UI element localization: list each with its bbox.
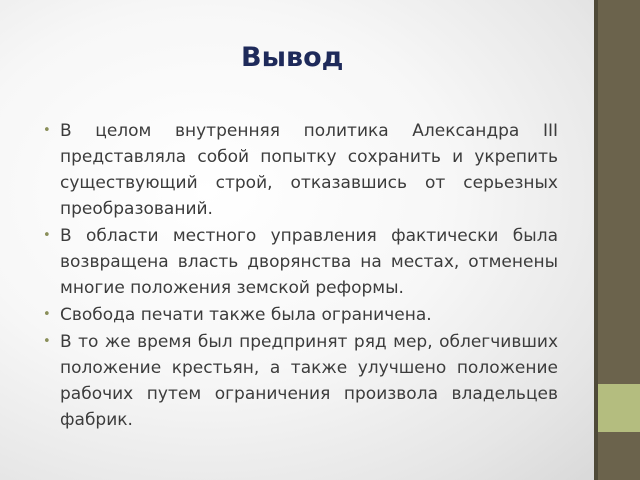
bullet-icon: • <box>43 334 51 349</box>
bullet-icon: • <box>43 228 51 243</box>
bullet-list <box>42 118 558 434</box>
bullet-text: В области местного управления фактически была возвращена власть дворянства на местах, отменены многие положения земской реформы. <box>60 226 558 298</box>
slide-title: Вывод <box>241 42 344 73</box>
bullet-item-2 <box>42 223 558 301</box>
bullet-item-4 <box>42 329 558 433</box>
sidebar-accent-block <box>598 384 640 432</box>
bullet-icon: • <box>43 307 51 322</box>
decorative-sidebar <box>594 0 640 480</box>
bullet-item-1 <box>42 118 558 222</box>
bullet-text: В целом внутренняя политика Александра III представляла собой попытку сохранить и укрепить существующий строй, отказавшись от серьезных преобразований. <box>60 121 558 219</box>
bullet-text: Свобода печати также была ограничена. <box>60 305 432 325</box>
bullet-text: В то же время был предпринят ряд мер, облегчивших положение крестьян, а также улучшено положение рабочих путем ограничения произвола владельцев фабрик. <box>60 332 558 430</box>
bullet-item-3 <box>42 302 558 328</box>
bullet-icon: • <box>43 123 51 138</box>
